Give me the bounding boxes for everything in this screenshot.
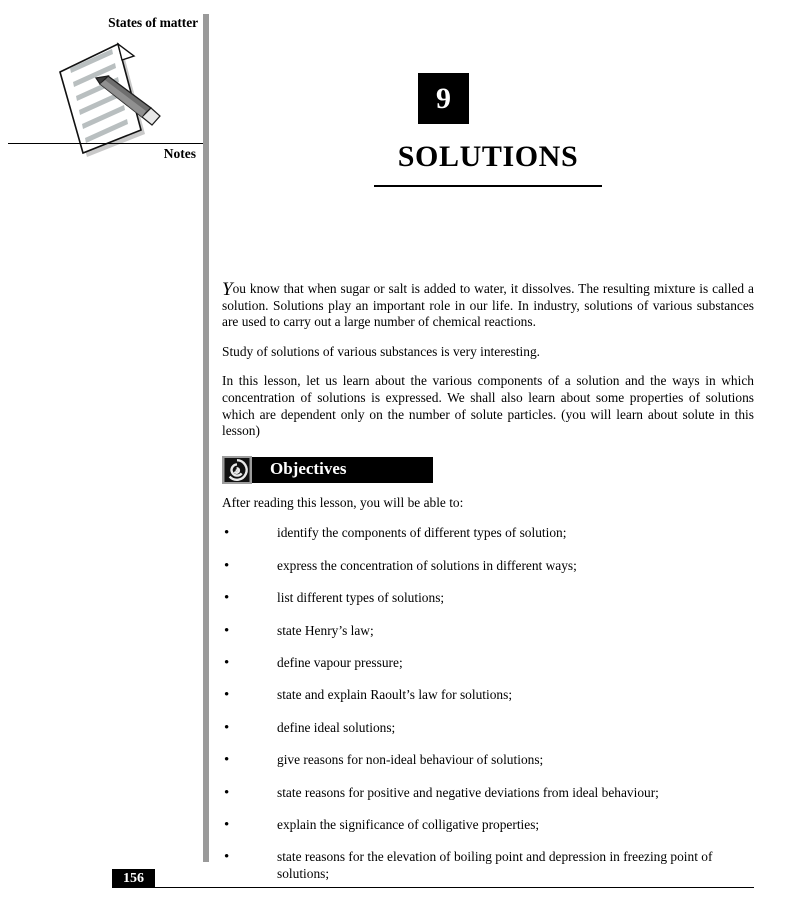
list-item (222, 752, 754, 768)
notes-label: Notes (163, 146, 196, 161)
list-item-label: state and explain Raoult’s law for solutions; (277, 687, 513, 703)
page-number-badge: 156 (112, 869, 155, 888)
objectives-label: Objectives (270, 458, 347, 478)
bullet-icon: • (224, 525, 230, 542)
list-item-label: give reasons for non-ideal behaviour of solutions; (277, 752, 544, 768)
drop-cap: Y (222, 279, 233, 300)
chapter-number-badge: 9 (418, 73, 469, 124)
list-item (222, 687, 754, 703)
intro-paragraph-1-text: ou know that when sugar or salt is added to water, it dissolves. The resulting mixture is called a solution. Solutions play an important role in our life. In industry, solutions of various substances are used to carry out a large number of chemical reactions. (222, 281, 754, 330)
bullet-icon: • (224, 654, 230, 671)
intro-paragraph-2: Study of solutions of various substances is very interesting. (222, 343, 540, 359)
bullet-icon: • (224, 590, 230, 607)
list-item (222, 817, 754, 833)
notes-divider-rule (8, 143, 205, 144)
objectives-banner (222, 457, 754, 484)
bullet-icon: • (224, 784, 230, 801)
list-item (222, 849, 754, 882)
list-item-label: explain the significance of colligative properties; (277, 817, 540, 832)
spiral-target-icon (222, 456, 252, 484)
list-item (222, 558, 754, 574)
list-item (222, 655, 754, 671)
list-item (222, 720, 754, 736)
running-head: States of matter (108, 15, 198, 30)
list-item-label: define ideal solutions; (277, 719, 396, 735)
list-item (222, 623, 754, 639)
bullet-icon: • (224, 752, 230, 769)
list-item-label: identify the components of different types of solution; (277, 525, 567, 541)
bullet-icon: • (224, 622, 230, 639)
footer-rule (155, 887, 754, 888)
page-title: SOLUTIONS (397, 140, 579, 173)
list-item-label: define vapour pressure; (277, 654, 403, 670)
notepad-pencil-icon (26, 38, 174, 160)
list-item (222, 525, 754, 541)
bullet-icon: • (224, 687, 230, 704)
bullet-icon: • (224, 557, 230, 574)
list-item-label: state reasons for positive and negative deviations from ideal behaviour; (277, 784, 659, 800)
body-text-block (222, 281, 754, 898)
bullet-icon: • (224, 817, 230, 833)
objectives-intro-line: After reading this lesson, you will be able to: (222, 494, 464, 510)
intro-paragraph-1 (222, 281, 754, 331)
title-underline-rule (374, 185, 602, 187)
list-item-label: state Henry’s law; (277, 622, 374, 638)
objectives-list (222, 525, 754, 882)
list-item (222, 590, 754, 606)
list-item-label: list different types of solutions; (277, 590, 445, 606)
main-content-column (222, 0, 754, 907)
vertical-divider-rule (203, 14, 209, 862)
bullet-icon: • (224, 719, 230, 736)
intro-paragraph-3: In this lesson, let us learn about the various components of a solution and the ways in which concentration of solutions is expressed. We shall also learn about some properties of solutions which are dependent only on the number of solute particles. (you will learn about solute in this lesson) (222, 373, 754, 439)
list-item-label: express the concentration of solutions in different ways; (277, 557, 577, 573)
list-item-label: state reasons for the elevation of boiling point and depression in freezing point of solutions; (277, 849, 713, 881)
bullet-icon: • (224, 849, 230, 866)
list-item (222, 785, 754, 801)
left-margin-rail (0, 0, 205, 907)
